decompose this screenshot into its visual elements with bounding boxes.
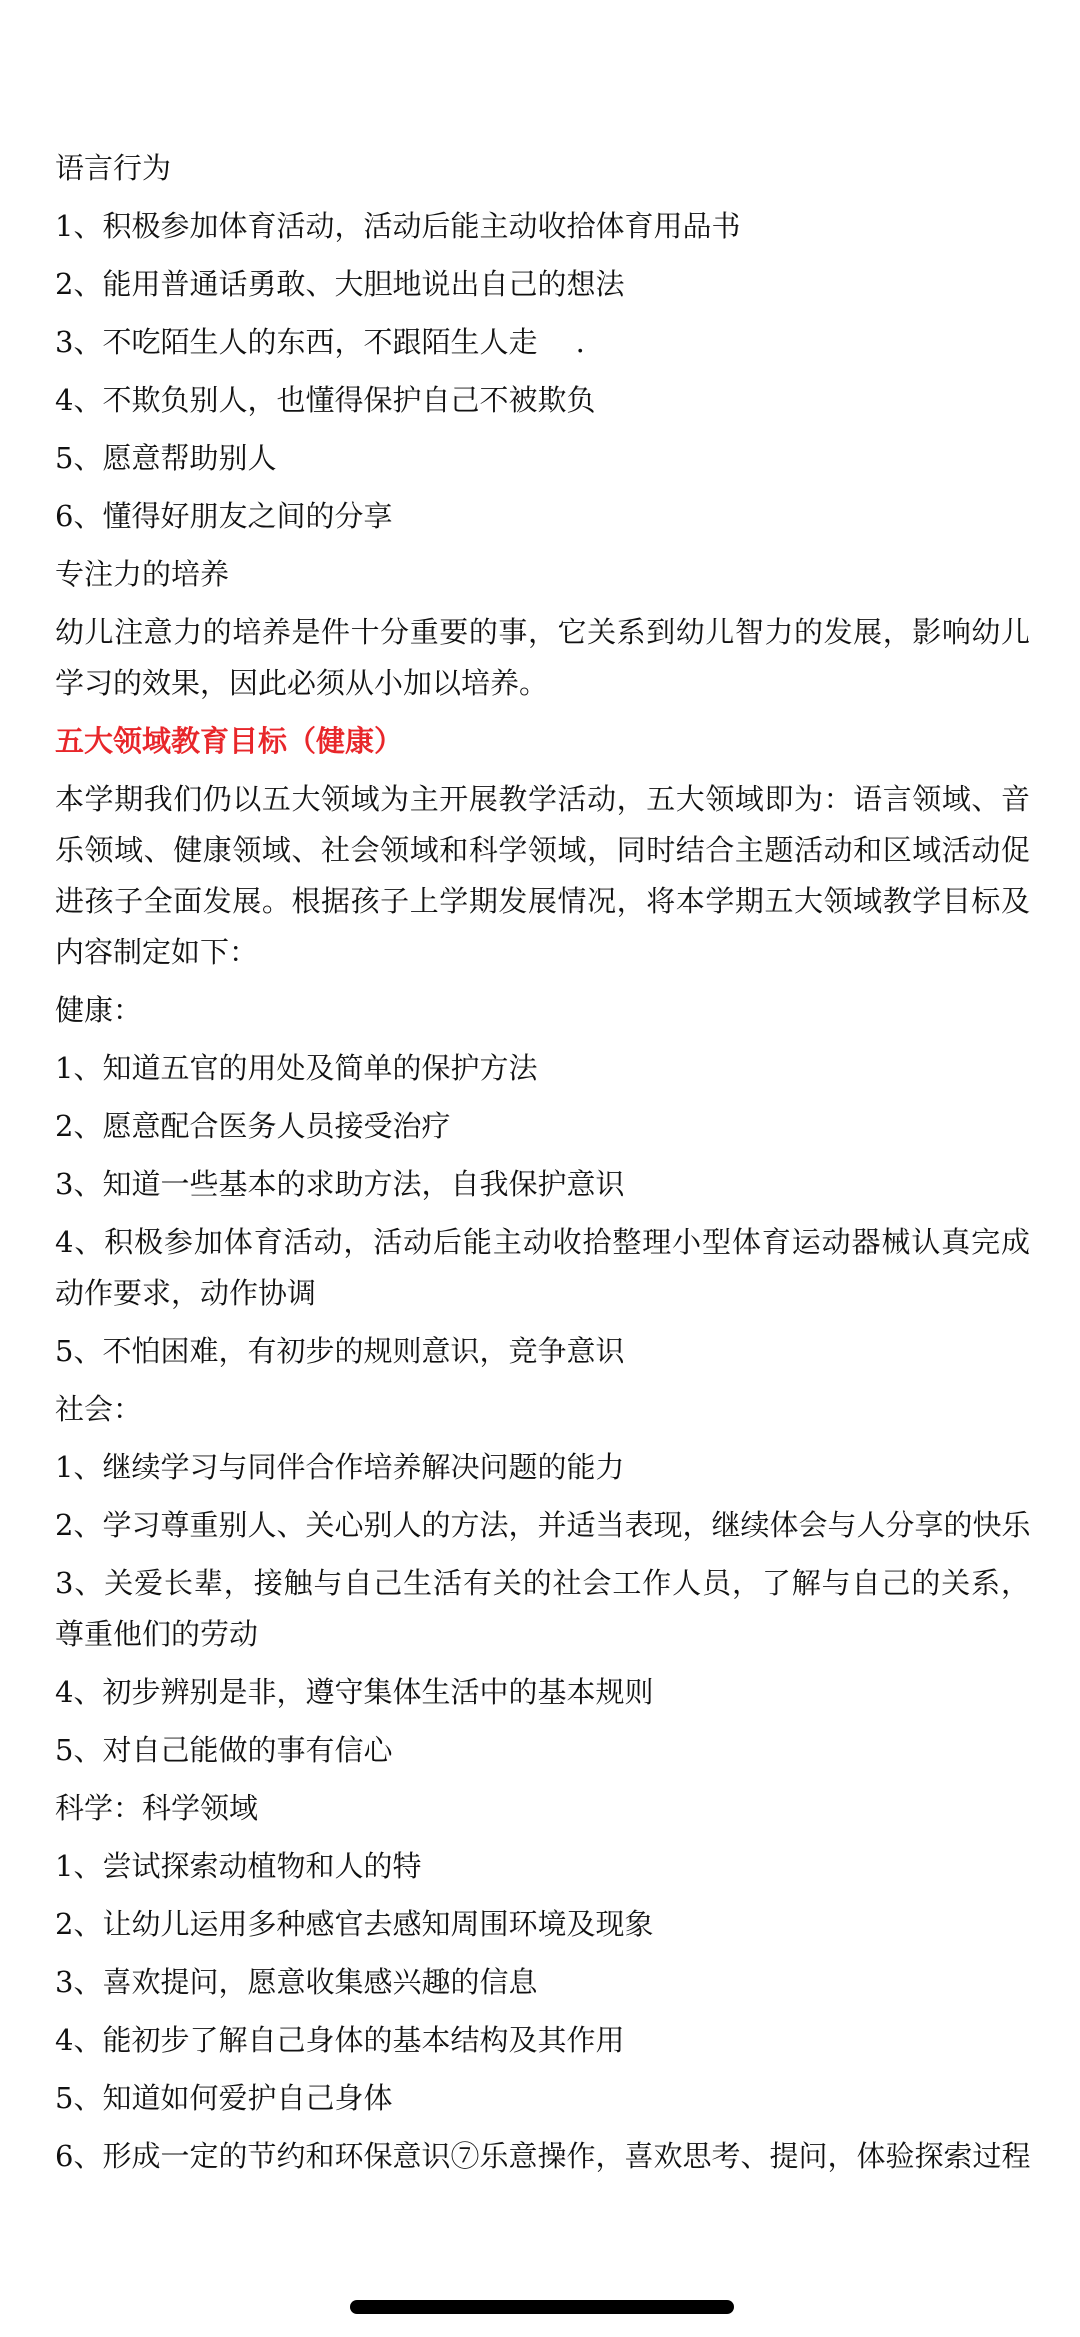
paragraph-focus: 幼儿注意力的培养是件十分重要的事，它关系到幼儿智力的发展，影响幼儿学习的效果，因此必须从小加以培养。 <box>55 615 1030 700</box>
list-item: 5、愿意帮助别人 <box>55 441 277 475</box>
list-item: 2、能用普通话勇敢、大胆地说出自己的想法 <box>55 267 625 301</box>
section-heading-health: 健康： <box>55 993 143 1027</box>
list-item: 3、知道一些基本的求助方法，自我保护意识 <box>55 1167 625 1201</box>
document-body <box>55 143 1030 2189</box>
section-heading-language-behavior: 语言行为 <box>55 151 172 185</box>
list-item: 1、尝试探索动植物和人的特 <box>55 1849 422 1883</box>
list-item: 1、积极参加体育活动，活动后能主动收拾体育用品书 <box>55 209 741 243</box>
home-indicator[interactable] <box>350 2300 734 2314</box>
section-heading-focus: 专注力的培养 <box>55 557 230 591</box>
section-heading-society: 社会： <box>55 1392 143 1426</box>
list-item: 4、能初步了解自己身体的基本结构及其作用 <box>55 2023 625 2057</box>
list-item: 3、关爱长辈，接触与自己生活有关的社会工作人员，了解与自己的关系，尊重他们的劳动 <box>55 1566 1030 1651</box>
list-item: 1、继续学习与同伴合作培养解决问题的能力 <box>55 1450 625 1484</box>
list-item: 5、知道如何爱护自己身体 <box>55 2081 393 2115</box>
list-item: 2、愿意配合医务人员接受治疗 <box>55 1109 451 1143</box>
list-item: 1、知道五官的用处及简单的保护方法 <box>55 1051 538 1085</box>
list-item: 4、不欺负别人，也懂得保护自己不被欺负 <box>55 383 596 417</box>
section-heading-science: 科学：科学领域 <box>55 1791 259 1825</box>
list-item: 4、积极参加体育活动，活动后能主动收拾整理小型体育运动器械认真完成动作要求，动作协调 <box>55 1225 1030 1310</box>
list-item: 6、懂得好朋友之间的分享 <box>55 499 393 533</box>
paragraph-intro: 本学期我们仍以五大领域为主开展教学活动，五大领域即为：语言领域、音乐领域、健康领域、社会领域和科学领域，同时结合主题活动和区域活动促进孩子全面发展。根据孩子上学期发展情况，将本学期五大领域教学目标及内容制定如下： <box>55 782 1030 969</box>
list-item: 5、不怕困难，有初步的规则意识，竞争意识 <box>55 1334 625 1368</box>
list-item: 6、形成一定的节约和环保意识⑦乐意操作，喜欢思考、提问，体验探索过程 <box>55 2139 1031 2173</box>
list-item: 3、不吃陌生人的东西，不跟陌生人走 . <box>55 325 585 359</box>
list-item: 4、初步辨别是非，遵守集体生活中的基本规则 <box>55 1675 654 1709</box>
list-item: 2、让幼儿运用多种感官去感知周围环境及现象 <box>55 1907 654 1941</box>
section-heading-five-domains: 五大领域教育目标（健康） <box>55 724 404 758</box>
list-item: 3、喜欢提问，愿意收集感兴趣的信息 <box>55 1965 538 1999</box>
list-item: 2、学习尊重别人、关心别人的方法，并适当表现，继续体会与人分享的快乐 <box>55 1508 1031 1542</box>
list-item: 5、对自己能做的事有信心 <box>55 1733 393 1767</box>
